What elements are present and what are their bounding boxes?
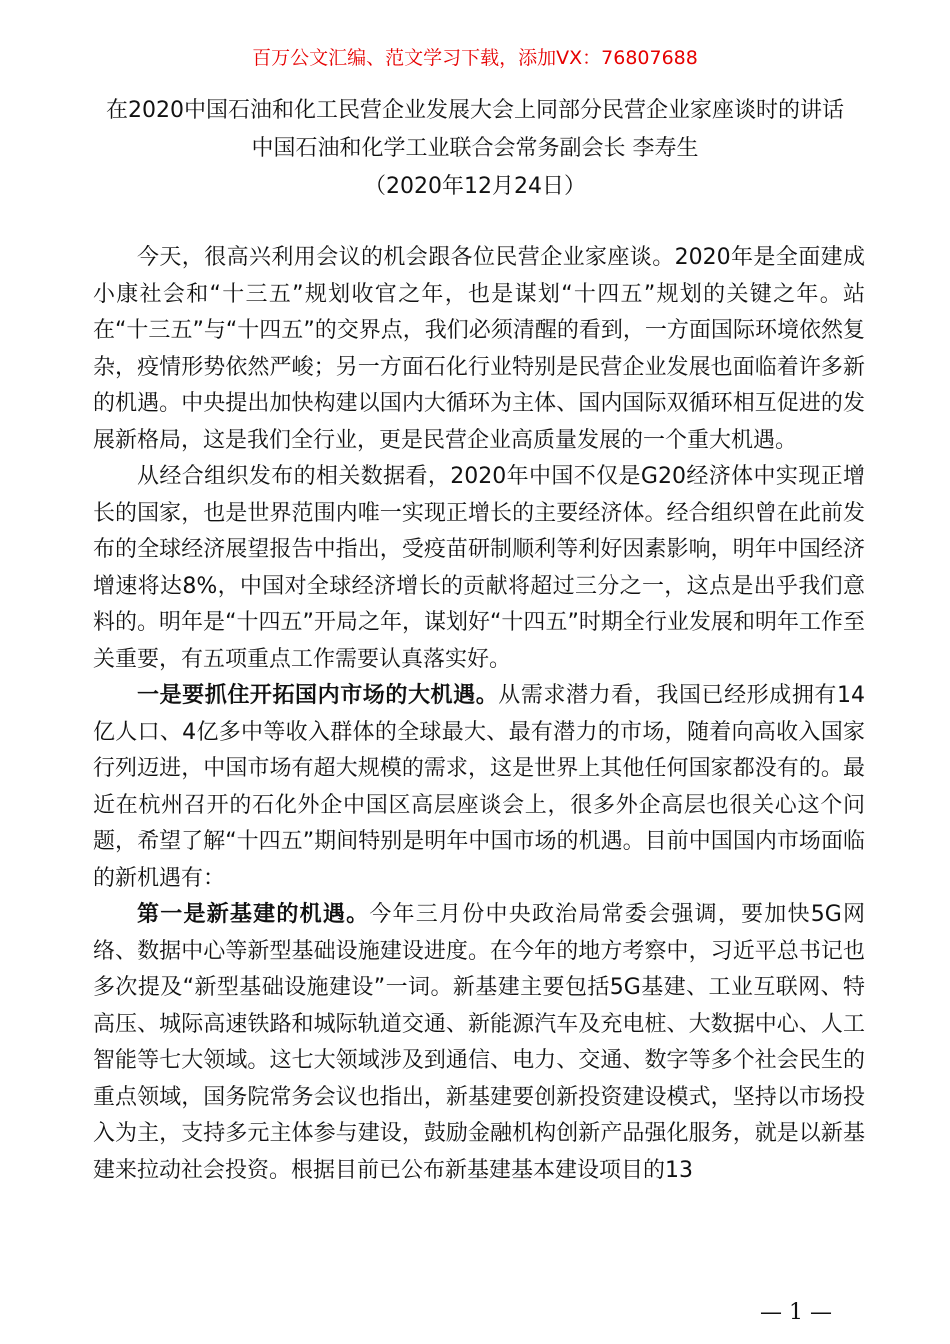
title-main: 在2020中国石油和化工民营企业发展大会上同部分民营企业家座谈时的讲话 [106,98,844,123]
title-speaker: 中国石油和化学工业联合会常务副会长 李寿生 [251,136,699,161]
paragraph-domestic-market [93,678,865,897]
page-number: — 1 — [760,1300,832,1325]
heading-new-infrastructure: 第一是新基建的机遇。 [137,902,370,927]
title-date: （2020年12月24日） [364,174,586,199]
paragraph-new-infrastructure-text: 今年三月份中央政治局常委会强调，要加快5G网络、数据中心等新型基础设施建设进度。在今年的地方考察中，习近平总书记也多次提及“新型基础设施建设”一词。新基建主要包括5G基建、工业互联网、特高压、城际高速铁路和城际轨道交通、新能源汽车及充电桩、大数据中心、人工智能等七大领域。这七大领域涉及到通信、电力、交通、数字等多个社会民生的重点领域，国务院常务会议也指出，新基建要创新投资建设模式，坚持以市场投入为主，支持多元主体参与建设，鼓励金融机构创新产品强化服务，就是以新基建来拉动社会投资。根据目前已公布新基建基本建设项目的13 [93,902,865,1183]
paragraph-oecd-data: 从经合组织发布的相关数据看，2020年中国不仅是G20经济体中实现正增长的国家，也是世界范围内唯一实现正增长的主要经济体。经合组织曾在此前发布的全球经济展望报告中指出，受疫苗研制顺利等利好因素影响，明年中国经济增速将达8%，中国对全球经济增长的贡献将超过三分之一，这点是出乎我们意料的。明年是“十四五”开局之年，谋划好“十四五”时期全行业发展和明年工作至关重要，有五项重点工作需要认真落实好。 [93,464,865,672]
heading-domestic-market: 一是要抓住开拓国内市场的大机遇。 [137,683,499,708]
header-banner: 百万公文汇编、范文学习下载，添加VX：76807688 [252,47,698,69]
paragraph-intro: 今天，很高兴利用会议的机会跟各位民营企业家座谈。2020年是全面建成小康社会和“十三五”规划收官之年，也是谋划“十四五”规划的关键之年。站在“十三五”与“十四五”的交界点，我们必须清醒的看到，一方面国际环境依然复杂，疫情形势依然严峻；另一方面石化行业特别是民营企业发展也面临着许多新的机遇。中央提出加快构建以国内大循环为主体、国内国际双循环相互促进的发展新格局，这是我们全行业，更是民营企业高质量发展的一个重大机遇。 [93,245,865,453]
paragraph-new-infrastructure [93,897,865,1189]
document-title [60,92,890,206]
paragraph-domestic-market-text: 从需求潜力看，我国已经形成拥有14亿人口、4亿多中等收入群体的全球最大、最有潜力的市场，随着向高收入国家行列迈进，中国市场有超大规模的需求，这是世界上其他任何国家都没有的。最近在杭州召开的石化外企中国区高层座谈会上，很多外企高层也很关心这个问题，希望了解“十四五”期间特别是明年中国市场的机遇。目前中国国内市场面临的新机遇有： [93,683,865,891]
document-body [93,240,865,1189]
